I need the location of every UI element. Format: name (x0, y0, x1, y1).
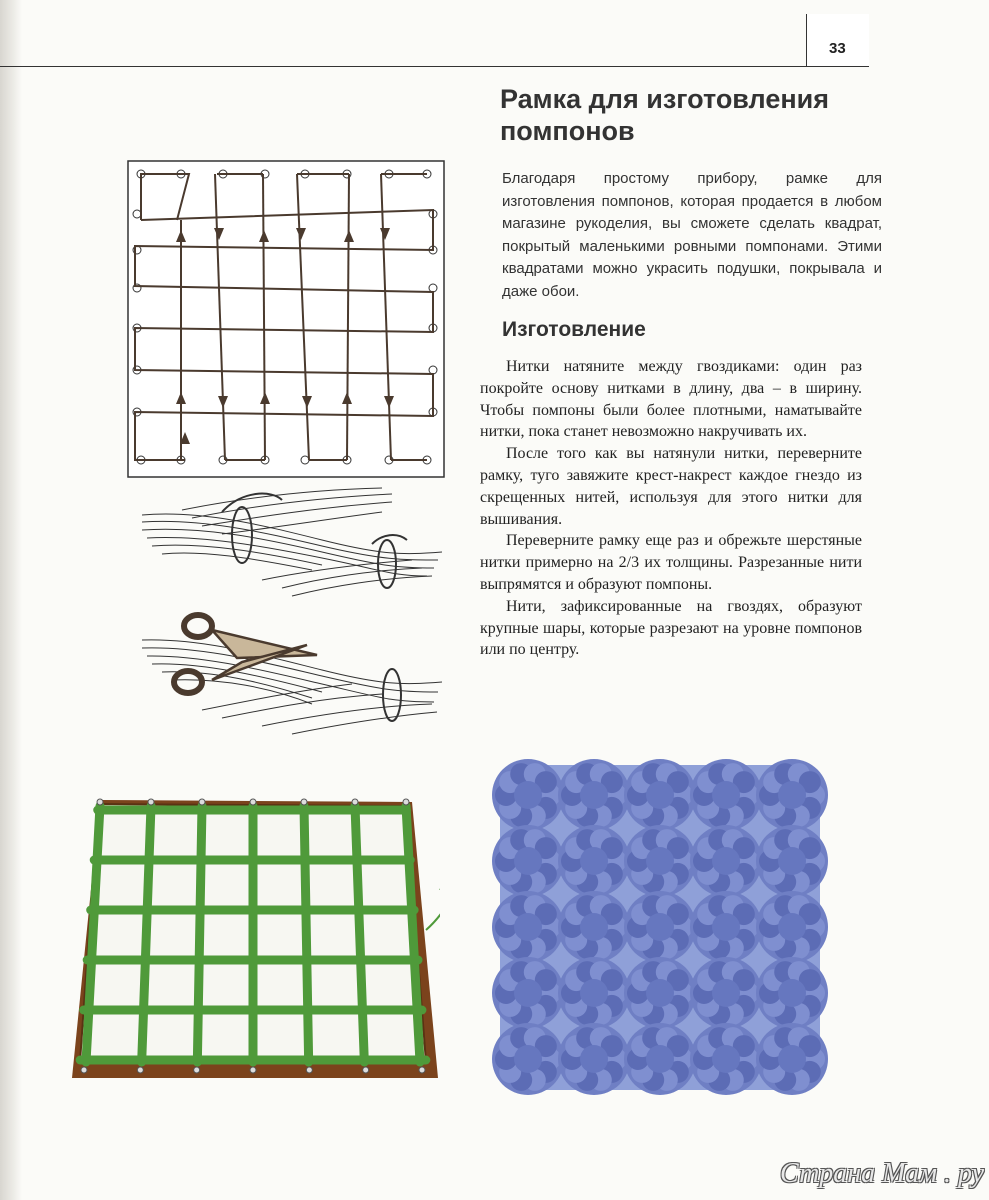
knot-icon (142, 480, 442, 600)
intro-paragraph: Благодаря простому прибору, рамке для изготовления помпонов, которая продается в любом магазине рукоделия, вы сможете сделать квадрат, покрытый маленькими ровными помпонами. Этими квадратами можно украсить подушки, покрывала и даже обои. (502, 170, 882, 300)
instructions-text (480, 356, 862, 661)
instruction-paragraph: После того как вы натянули нитки, переверните рамку, туго завяжите крест-накрест каждое гнездо из скрещенных нитей, используя для этого нитки для вышивания. (480, 445, 862, 528)
page-title: Рамка для изготовления помпонов (500, 84, 830, 146)
section-heading: Изготовление (502, 318, 646, 341)
scissors-icon (142, 600, 442, 750)
diagram-icon (127, 160, 445, 478)
site-watermark: Страна Мам . ру (780, 1158, 985, 1189)
instruction-paragraph: Переверните рамку еще раз и обрежьте шерстяные нитки примерно на 2/3 их толщины. Разрезанные нити выпрямятся и образуют помпоны. (480, 532, 862, 593)
header-rule (0, 66, 806, 67)
instruction-paragraph: Нитки натяните между гвоздиками: один раз покройте основу нитками в длину, два – в ширину. Чтобы помпоны были более плотными, наматывайте нитки, пока станет невозможно накручивать их. (480, 358, 862, 441)
instruction-paragraph: Нити, зафиксированные на гвоздях, образуют крупные шары, которые разрезают на уровне помпонов или по центру. (480, 597, 862, 659)
pompom-photo (490, 755, 830, 1100)
frame-photo (70, 790, 440, 1090)
page-spine-shadow (0, 0, 22, 1200)
page-number: 33 (829, 40, 846, 57)
